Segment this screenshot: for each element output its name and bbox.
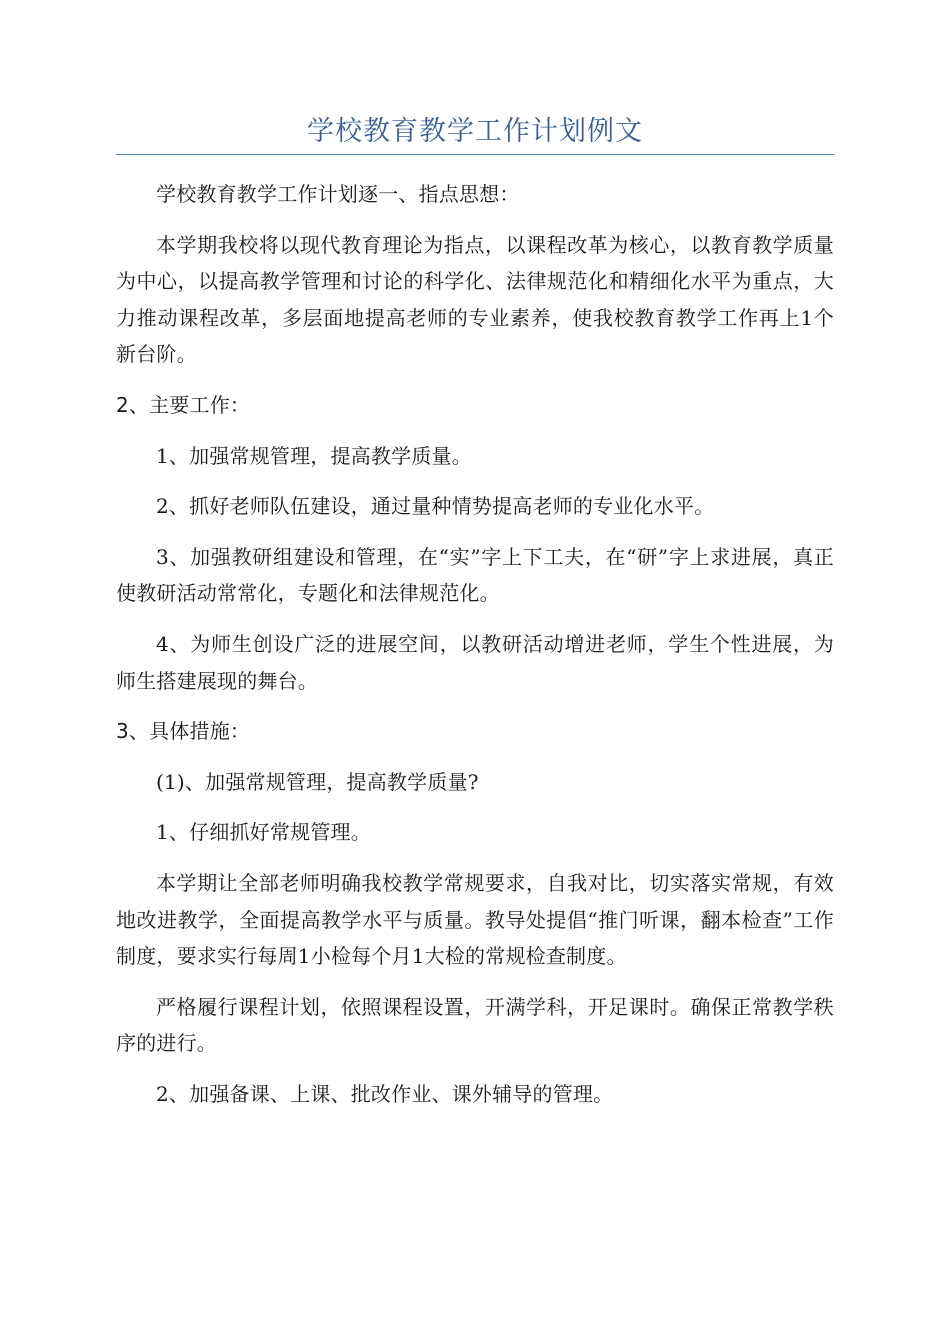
list-item: 3、加强教研组建设和管理，在“实”字上下工夫，在“研”字上求进展，真正使教研活动常常化，专题化和法律规范化。: [116, 544, 834, 606]
list-item: 2、抓好老师队伍建设，通过量种情势提高老师的专业化水平。: [156, 494, 715, 519]
document-title: 学校教育教学工作计划例文: [307, 116, 643, 147]
title-underline: [116, 154, 834, 155]
list-item: 2、加强备课、上课、批改作业、课外辅导的管理。: [156, 1081, 614, 1106]
document-body: [116, 176, 834, 1126]
paragraph: 本学期我校将以现代教育理论为指点，以课程改革为核心，以教育教学质量为中心，以提高教学管理和讨论的科学化、法律规范化和精细化水平为重点，大力推动课程改革，多层面地提高老师的专业素养，使我校教育教学工作再上1个新台阶。: [116, 232, 834, 367]
list-item: 1、仔细抓好常规管理。: [156, 820, 371, 845]
section-heading: 3、具体措施：: [116, 719, 251, 744]
paragraph: 学校教育教学工作计划逐一、指点思想：: [156, 182, 520, 206]
paragraph: 严格履行课程计划，依照课程设置，开满学科，开足课时。确保正常教学秩序的进行。: [116, 994, 834, 1056]
section-heading: 2、主要工作：: [116, 392, 251, 417]
list-item: 1、加强常规管理，提高教学质量。: [156, 443, 472, 468]
subsection-heading: (1)、加强常规管理，提高教学质量?: [156, 769, 479, 794]
list-item: 4、为师生创设广泛的进展空间，以教研活动增进老师，学生个性进展，为师生搭建展现的舞台。: [116, 631, 834, 693]
paragraph: 本学期让全部老师明确我校教学常规要求，自我对比，切实落实常规，有效地改进教学，全面提高教学水平与质量。教导处提倡“推门听课，翻本检查”工作制度，要求实行每周1小检每个月1大检的常规检查制度。: [116, 870, 834, 969]
